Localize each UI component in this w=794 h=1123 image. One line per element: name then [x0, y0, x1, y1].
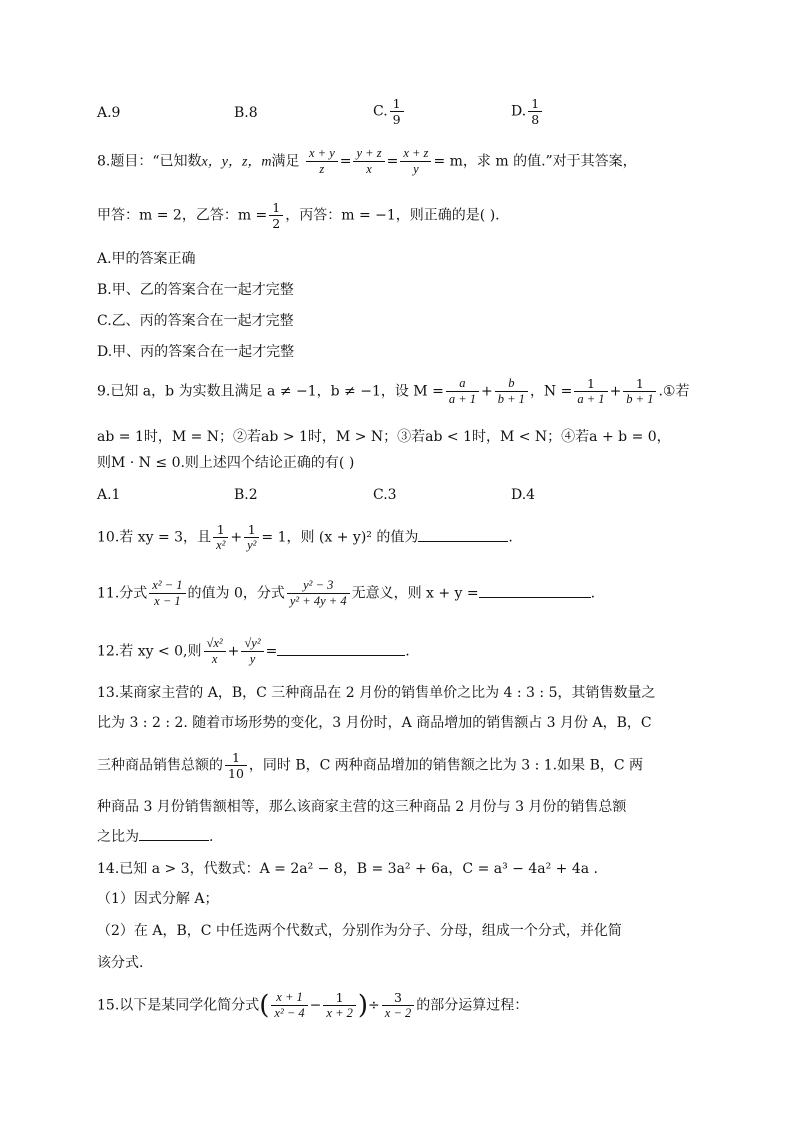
q10-question: 10.若 xy = 3，且 $\frac{1}{\text{x²}}$ + $\frac{1}{\text{y²}}$ = 1，则 (x + y)² 的值为 . — [97, 522, 513, 552]
q9-option-a: A.1 — [97, 487, 121, 503]
q9-option-c: C.3 — [373, 487, 397, 503]
q13-line2: 比为 3 : 2 : 2. 随着市场形势的变化，3 月份时，A 商品增加的销售额占 3 月份 A，B，C — [97, 715, 652, 731]
q9-option-d: D.4 — [511, 487, 536, 503]
q9-question-line2: ab = 1时，M = N；②若ab > 1时，M > N；③若ab < 1时，M < N；④若a + b = 0， — [97, 429, 671, 445]
q9-question-line3: 则M · N ≤ 0.则上述四个结论正确的有( ) — [97, 455, 355, 471]
q12-question: 12.若 xy < 0,则 $\frac{\text{√x²}}{x}$ + $\frac{\text{√y²}}{y}$ = . — [97, 636, 410, 666]
q7-option-b: B.8 — [234, 105, 258, 121]
q10-answer-blank — [418, 527, 508, 542]
q8-option-a: A.甲的答案正确 — [97, 251, 196, 267]
q12-answer-blank — [277, 641, 405, 656]
q13-line4: 种商品 3 月份销售额相等，那么该商家主营的这三种商品 2 月份与 3 月份的销售总额 — [97, 799, 627, 815]
q7-option-d: D. $\frac{1}{8}$ — [511, 96, 544, 127]
q14-part2: （2）在 A，B，C 中任选两个代数式，分别作为分子、分母，组成一个分式，并化简 — [97, 923, 622, 939]
q13-line5: 之比为 . — [97, 826, 697, 848]
q14-line1: 14.已知 a > 3，代数式：A = 2a² − 8，B = 3a² + 6a，C = a³ − 4a² + 4a . — [97, 861, 598, 877]
q13-answer-blank — [139, 826, 209, 841]
q7-option-a: A.9 — [97, 105, 121, 121]
q8-answers: 甲答：m = 2，乙答：m = $\frac{1}{2}$ ，丙答：m = −1，则正确的是( ). — [97, 200, 500, 231]
q8-option-c: C.乙、丙的答案合在一起才完整 — [97, 313, 294, 329]
q11-answer-blank — [479, 583, 591, 598]
q8-question: 8.题目：“已知数x，y，z，m满足 $\frac{x + y}{z}$ = $\frac{y + z}{x}$ = $\frac{x + z}{y}$ = m，求 m 的值.”对于其答案， — [97, 146, 637, 176]
q15-question: 15.以下是某同学化简分式( $\frac{x + 1}{\text{x² − 4}}$ − $\frac{1}{x + 2}$ )÷ $\frac{3}{x - 2}$ 的部分运算过程： — [97, 990, 529, 1021]
q7-option-c: C. $\frac{1}{9}$ — [373, 96, 406, 127]
q11-question: 11.分式 $\frac{\text{x² − 1}}{x - 1}$ 的值为 0，分式 $\frac{\text{y² − 3}}{\text{y² + 4y + 4}}$ 无意义，则 x + y = . — [97, 578, 596, 608]
q9-option-b: B.2 — [234, 487, 258, 503]
q8-option-b: B.甲、乙的答案合在一起才完整 — [97, 282, 294, 298]
q13-line1: 13.某商家主营的 A，B，C 三种商品在 2 月份的销售单价之比为 4 : 3 : 5，其销售数量之 — [97, 685, 656, 701]
q14-part1: （1）因式分解 A； — [97, 891, 219, 907]
q9-question-line1: 9.已知 a，b 为实数且满足 a ≠ −1，b ≠ −1，设 M = $\frac{a}{a + 1}$ + $\frac{b}{b + 1}$ ，N = $\frac{1}{a + 1}$ + $\frac{1}{b + 1}$ .①若 — [97, 376, 690, 406]
q14-part2-cont: 该分式. — [97, 955, 144, 971]
q13-line3: 三种商品销售总额的 $\frac{1}{10}$ ，同时 B，C 两种商品增加的销售额之比为 3 : 1.如果 B，C 两 — [97, 750, 644, 781]
q8-option-d: D.甲、丙的答案合在一起才完整 — [97, 344, 295, 360]
